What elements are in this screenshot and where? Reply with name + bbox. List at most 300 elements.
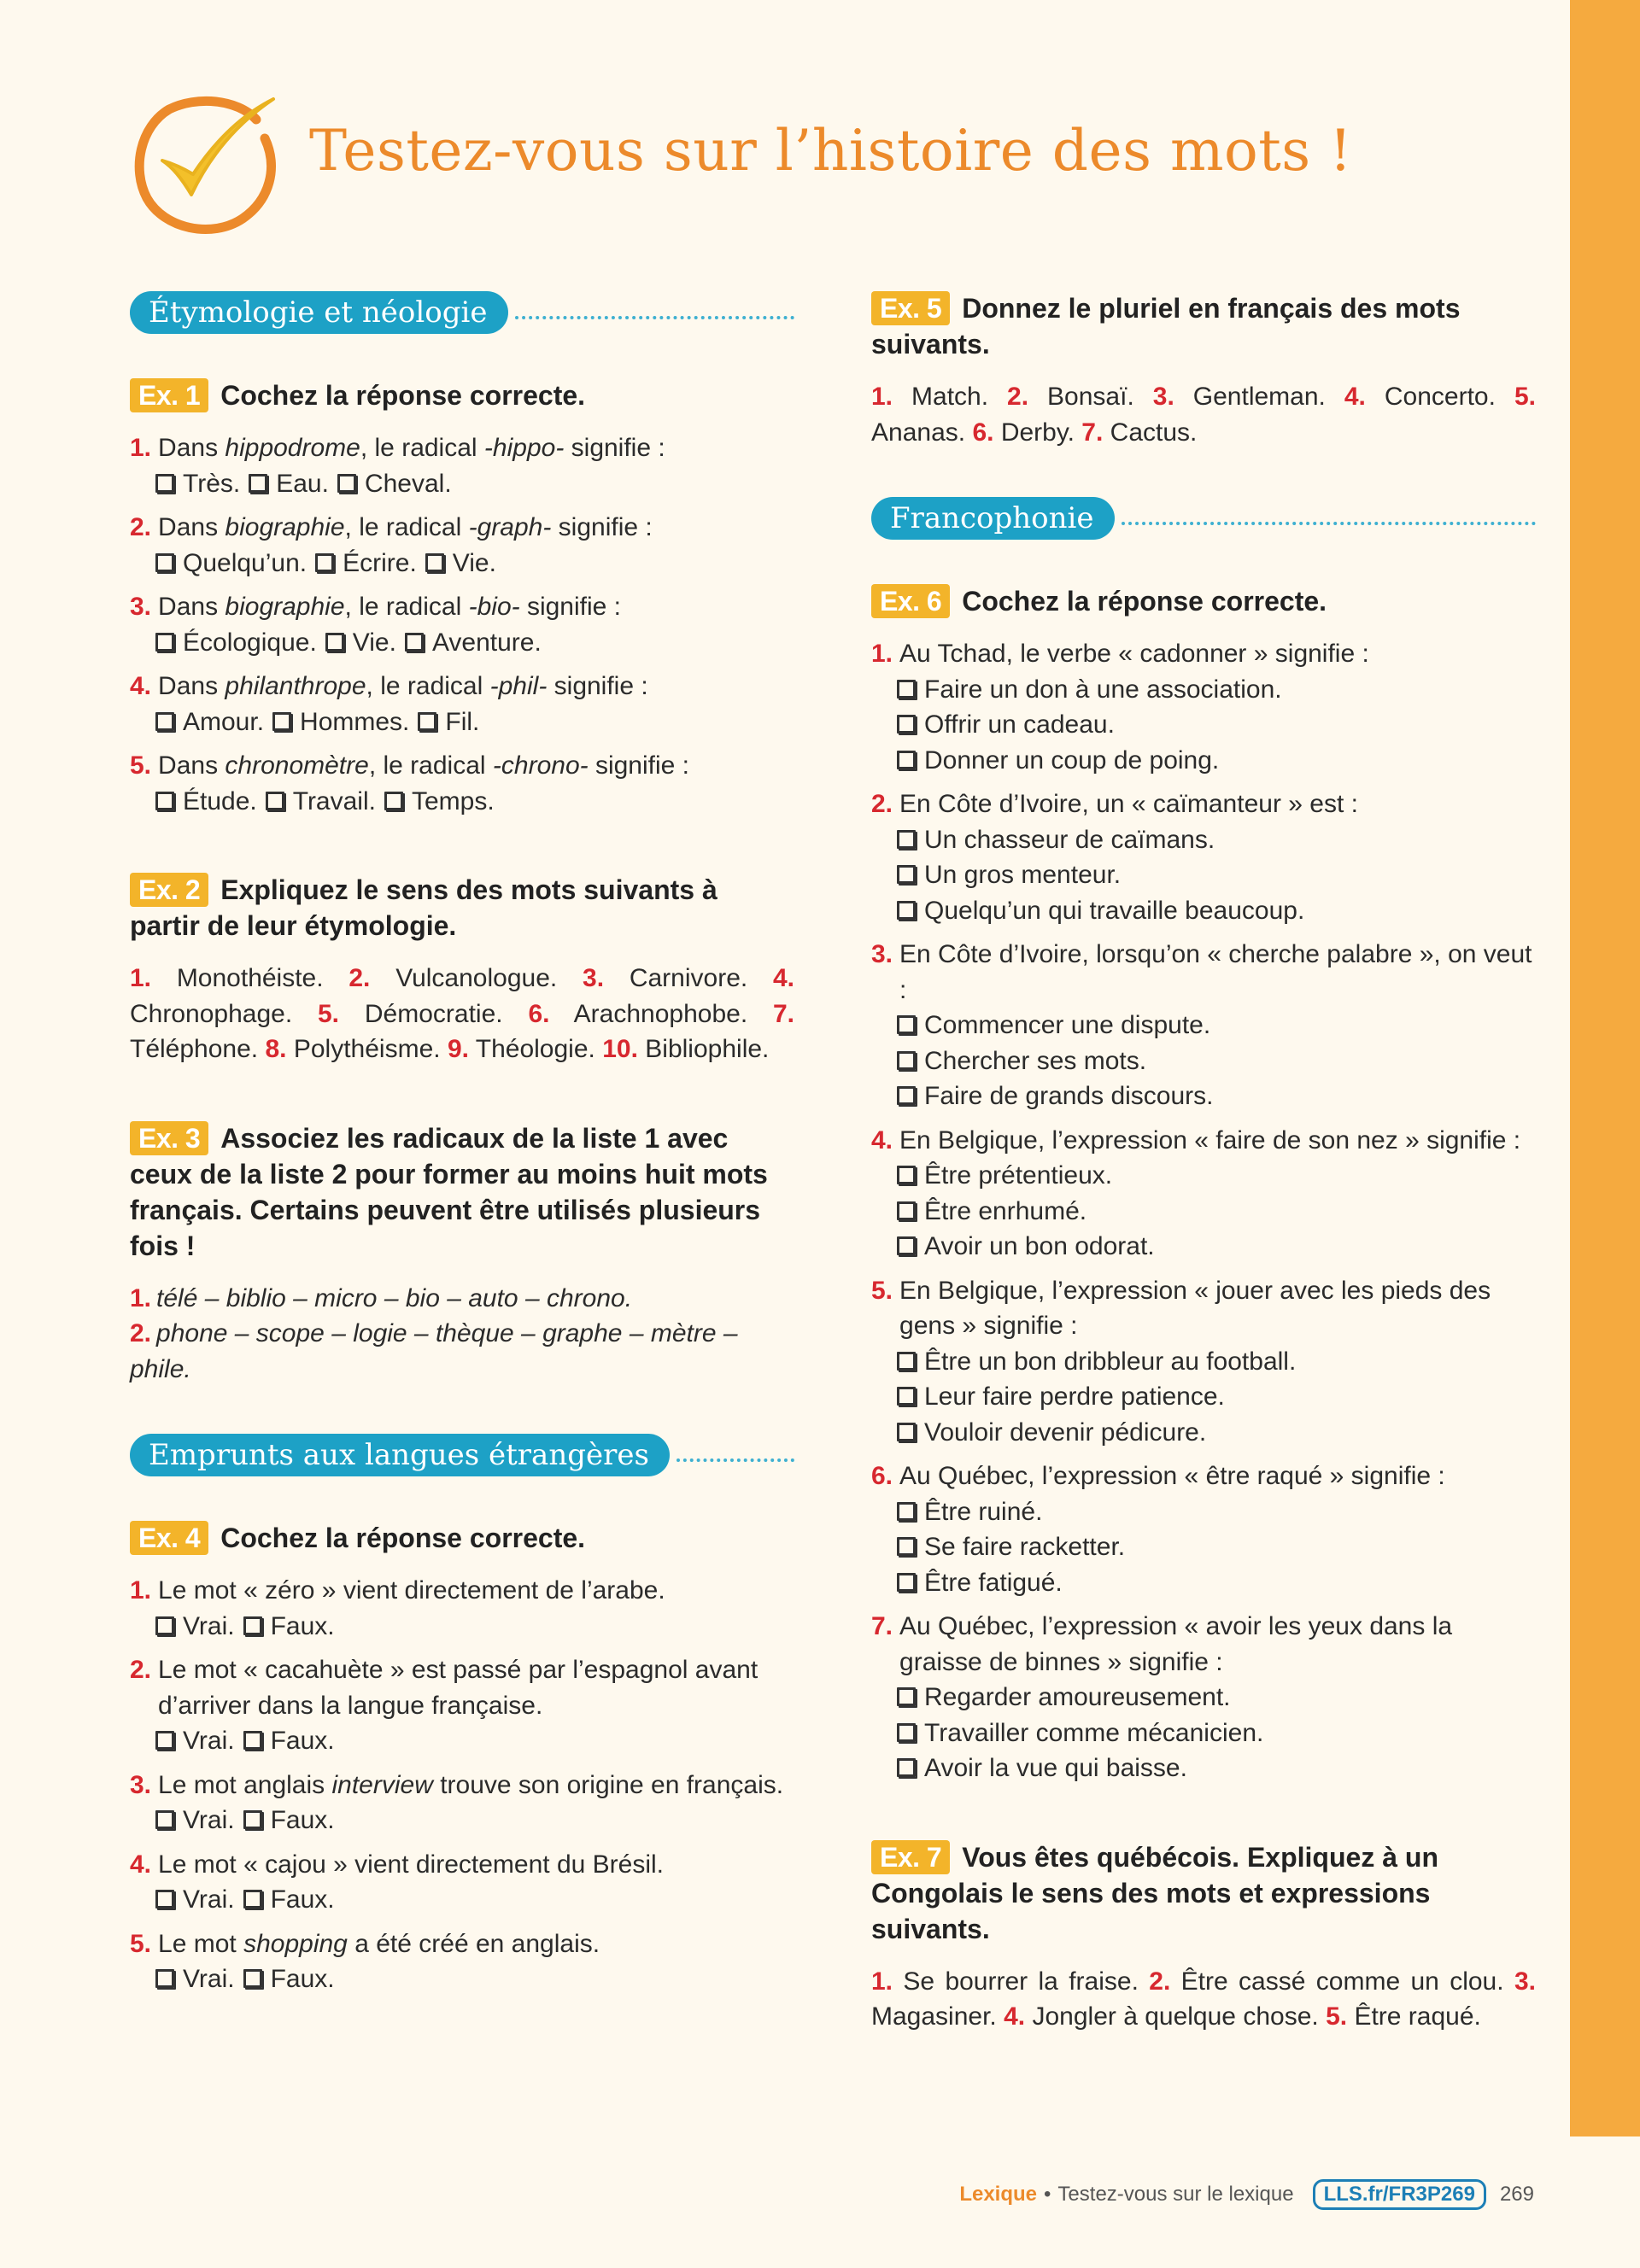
answer-option[interactable] — [155, 1806, 235, 1834]
option-label: Hommes. — [300, 707, 410, 736]
footer-section: Lexique — [959, 2183, 1038, 2206]
text-part: signifie : — [547, 672, 648, 700]
exercise-7 — [871, 1839, 1536, 2035]
checkbox-icon[interactable] — [897, 1537, 916, 1556]
option-label: Faux. — [270, 1806, 335, 1834]
answer-option[interactable] — [897, 1229, 1536, 1265]
text-part: signifie : — [564, 434, 665, 462]
question-item — [871, 1273, 1536, 1451]
option-label: Très. — [183, 469, 241, 498]
answer-option[interactable] — [897, 1680, 1536, 1716]
checkbox-icon[interactable] — [897, 1758, 916, 1777]
option-label: Avoir un bon odorat. — [924, 1232, 1155, 1260]
answer-option[interactable] — [418, 708, 479, 736]
item-word: Théologie. — [475, 1035, 595, 1063]
text-part: Dans — [158, 513, 226, 541]
question-sentence: En Côte d’Ivoire, lorsqu’on « cherche palabre », on veut : — [899, 940, 1532, 1004]
answer-option[interactable] — [155, 787, 257, 815]
section-header-emprunts — [130, 1433, 794, 1477]
checkbox-icon[interactable] — [897, 865, 916, 884]
item-number: 2. — [1007, 383, 1029, 411]
option-label: Cheval. — [364, 469, 452, 498]
option-label: Fil. — [445, 707, 480, 736]
question-text — [871, 937, 1536, 1008]
option-label: Être ruiné. — [924, 1497, 1043, 1526]
text-part: Le mot — [158, 1929, 244, 1958]
exercise-4 — [130, 1520, 794, 1997]
exercise-3 — [130, 1120, 794, 1388]
question-sentence — [158, 1768, 783, 1803]
option-label: Temps. — [411, 786, 495, 815]
option-label: Faire un don à une association. — [924, 675, 1282, 704]
exercise-badge: Ex. 5 — [871, 291, 950, 325]
item-number: 2. — [130, 1319, 152, 1347]
answer-option[interactable] — [897, 1379, 1536, 1415]
question-sentence: En Côte d’Ivoire, un « caïmanteur » est : — [899, 790, 1358, 818]
radical: -phil- — [489, 672, 548, 700]
checkbox-icon[interactable] — [155, 633, 174, 652]
item-number: 4. — [1004, 2002, 1026, 2031]
question-item — [871, 1123, 1536, 1265]
answer-option[interactable] — [155, 628, 317, 657]
radical: -hippo- — [483, 434, 565, 462]
item-number: 2. — [130, 1656, 152, 1684]
question-text — [130, 1573, 794, 1609]
checkbox-icon[interactable] — [249, 474, 267, 493]
text-part: , le radical — [344, 593, 469, 621]
item-number: 1. — [871, 1967, 893, 1996]
option-label: Vrai. — [183, 1727, 235, 1755]
question-item — [130, 510, 794, 581]
radical-sequence: télé – biblio – micro – bio – auto – chrono. — [156, 1283, 633, 1312]
answer-option[interactable] — [243, 1806, 335, 1834]
answer-options — [871, 1008, 1536, 1114]
item-word: Monothéiste. — [176, 964, 324, 992]
question-text — [871, 1609, 1536, 1680]
answer-option[interactable] — [249, 470, 329, 498]
text-part: Le mot « cajou » vient directement du Brésil. — [158, 1850, 665, 1879]
item-word: Gentleman. — [1192, 383, 1326, 411]
question-sentence — [158, 430, 665, 466]
checkbox-icon[interactable] — [155, 1969, 174, 1988]
answer-option[interactable] — [243, 1727, 335, 1755]
answer-option[interactable] — [897, 857, 1536, 893]
answer-option[interactable] — [155, 1727, 235, 1755]
item-number: 3. — [1152, 383, 1174, 411]
option-label: Écologique. — [183, 628, 317, 657]
answer-option[interactable] — [897, 1043, 1536, 1079]
exercise-header — [130, 1520, 794, 1556]
text-part: Dans — [158, 672, 226, 700]
answer-option[interactable] — [337, 470, 452, 498]
answer-options — [130, 625, 794, 661]
text-part: signifie : — [519, 593, 622, 621]
question-text — [130, 510, 794, 546]
section-pill: Étymologie et néologie — [130, 291, 508, 334]
item-number: 4. — [871, 1125, 893, 1154]
radical: -graph- — [468, 513, 552, 541]
checkbox-icon[interactable] — [315, 553, 334, 572]
answer-option[interactable] — [243, 1612, 335, 1640]
checkbox-icon[interactable] — [897, 1051, 916, 1070]
checkbox-icon[interactable] — [155, 1616, 174, 1635]
exercise-6 — [871, 583, 1536, 1786]
exercise-instruction: Expliquez le sens des mots suivants à partir de leur étymologie. — [130, 874, 718, 941]
answer-option[interactable] — [155, 1965, 235, 1993]
question-sentence — [158, 1926, 600, 1962]
option-label: Un gros menteur. — [924, 861, 1122, 889]
checkbox-icon[interactable] — [897, 751, 916, 769]
checkbox-icon[interactable] — [897, 1015, 916, 1034]
checkbox-icon[interactable] — [897, 1423, 916, 1441]
answer-option[interactable] — [155, 708, 264, 736]
option-label: Étude. — [183, 786, 257, 815]
exercise-badge: Ex. 3 — [130, 1121, 208, 1155]
question-sentence: Au Québec, l’expression « être raqué » signifie : — [899, 1462, 1445, 1490]
item-word: Derby. — [1000, 418, 1075, 447]
checkbox-icon[interactable] — [384, 792, 403, 810]
checkbox-icon[interactable] — [897, 1723, 916, 1742]
item-number: 6. — [972, 418, 994, 447]
item-number: 9. — [447, 1035, 469, 1063]
item-number: 1. — [130, 1576, 152, 1605]
exercise-instruction: Donnez le pluriel en français des mots suivants. — [871, 293, 1461, 359]
section-header-etymologie — [130, 290, 794, 335]
option-label: Se faire racketter. — [924, 1533, 1126, 1561]
question-sentence — [158, 589, 621, 625]
answer-option[interactable] — [897, 1716, 1536, 1751]
question-sentence — [158, 748, 689, 784]
dotted-rule — [676, 1458, 794, 1462]
section-header-francophonie — [871, 496, 1536, 541]
question-text — [130, 748, 794, 784]
checkbox-icon[interactable] — [243, 1810, 262, 1829]
item-number: 3. — [130, 593, 152, 621]
exercise-badge: Ex. 7 — [871, 1840, 950, 1874]
checkbox-icon[interactable] — [155, 1810, 174, 1829]
item-word: Vulcanologue. — [395, 964, 558, 992]
exercise-header — [130, 1120, 794, 1264]
item-word: Être raqué. — [1354, 2002, 1481, 2031]
question-sentence — [158, 1652, 794, 1723]
answer-options — [871, 1158, 1536, 1265]
question-text — [871, 636, 1536, 672]
question-item — [871, 1458, 1536, 1600]
checkbox-icon[interactable] — [272, 712, 291, 731]
answer-option[interactable] — [897, 1494, 1536, 1530]
item-number: 1. — [130, 1283, 152, 1312]
exercise-instruction: Associez les radicaux de la liste 1 avec ceux de la liste 2 pour former au moins huit mots français. Certains peuvent être utilisés plusieurs fois ! — [130, 1122, 768, 1261]
dotted-rule — [515, 316, 795, 319]
item-number: 4. — [773, 964, 795, 992]
exercise-badge: Ex. 2 — [130, 873, 208, 907]
checkbox-icon[interactable] — [243, 1731, 262, 1750]
item-number: 6. — [528, 999, 550, 1028]
checkbox-icon[interactable] — [405, 633, 424, 652]
exercise-instruction: Vous êtes québécois. Expliquez à un Congolais le sens des mots et expressions suivants. — [871, 1841, 1438, 1944]
answer-option[interactable] — [155, 549, 307, 577]
option-label: Vouloir devenir pédicure. — [924, 1418, 1207, 1447]
text-part: Dans — [158, 434, 226, 462]
question-sentence: Au Québec, l’expression « avoir les yeux dans la graisse de binnes » signifie : — [899, 1612, 1453, 1676]
answer-option[interactable] — [897, 672, 1536, 708]
option-label: Vie. — [352, 628, 396, 657]
text-part: , le radical — [366, 672, 490, 700]
option-label: Être enrhumé. — [924, 1196, 1087, 1225]
checkbox-icon[interactable] — [243, 1890, 262, 1909]
answer-option[interactable] — [897, 1565, 1536, 1601]
item-word: Téléphone. — [130, 1035, 259, 1063]
answer-options — [871, 1344, 1536, 1451]
checkbox-icon[interactable] — [897, 901, 916, 920]
item-number: 5. — [130, 1929, 152, 1958]
radical-list — [130, 1316, 794, 1387]
item-number: 5. — [318, 999, 340, 1028]
option-label: Travailler comme mécanicien. — [924, 1718, 1264, 1747]
checkbox-icon[interactable] — [155, 1890, 174, 1909]
answer-options — [871, 822, 1536, 929]
checkbox-icon[interactable] — [897, 1387, 916, 1406]
question-item — [871, 937, 1536, 1114]
footer-subtitle: Testez-vous sur le lexique — [1057, 2183, 1294, 2206]
checkbox-icon[interactable] — [897, 1201, 916, 1220]
option-label: Regarder amoureusement. — [924, 1683, 1231, 1711]
key-word: shopping — [243, 1929, 348, 1958]
checkmark-circle-icon — [128, 89, 282, 239]
option-label: Leur faire perdre patience. — [924, 1382, 1225, 1411]
option-label: Être fatigué. — [924, 1568, 1063, 1597]
item-number: 10. — [602, 1035, 638, 1063]
checkbox-icon[interactable] — [155, 712, 174, 731]
item-number: 5. — [1514, 383, 1536, 411]
exercise-header — [130, 377, 794, 413]
question-text — [871, 1123, 1536, 1159]
item-number: 7. — [773, 999, 795, 1028]
answer-option[interactable] — [266, 787, 376, 815]
option-label: Faire de grands discours. — [924, 1082, 1214, 1110]
checkbox-icon[interactable] — [155, 792, 174, 810]
item-number: 4. — [1344, 383, 1366, 411]
checkbox-icon[interactable] — [155, 553, 174, 572]
answer-option[interactable] — [897, 1415, 1536, 1451]
text-part: Le mot « zéro » vient directement de l’arabe. — [158, 1576, 665, 1605]
text-part: Le mot « cacahuète » est passé par l’espagnol avant d’arriver dans la langue française. — [158, 1656, 758, 1720]
item-word: Carnivore. — [629, 964, 748, 992]
item-number: 3. — [871, 940, 893, 968]
question-text — [130, 430, 794, 466]
question-item — [871, 1609, 1536, 1786]
question-sentence — [158, 510, 653, 546]
exercise-instruction: Cochez la réponse correcte. — [220, 1523, 586, 1553]
checkbox-icon[interactable] — [266, 792, 284, 810]
page-footer — [936, 2179, 1534, 2210]
answer-option[interactable] — [155, 1612, 235, 1640]
checkbox-icon[interactable] — [897, 1502, 916, 1521]
answer-options — [871, 1680, 1536, 1786]
checkbox-icon[interactable] — [897, 1573, 916, 1592]
checkbox-icon[interactable] — [155, 474, 174, 493]
checkbox-icon[interactable] — [897, 1687, 916, 1706]
question-text — [130, 669, 794, 704]
answer-options — [130, 784, 794, 820]
option-label: Un chasseur de caïmans. — [924, 825, 1215, 854]
question-sentence: Au Tchad, le verbe « cadonner » signifie : — [899, 640, 1369, 668]
answer-option[interactable] — [897, 822, 1536, 858]
checkbox-icon[interactable] — [155, 1731, 174, 1750]
answer-option[interactable] — [425, 549, 496, 577]
question-item — [130, 589, 794, 660]
radical-sequence: phone – scope – logie – thèque – graphe – mètre – phile. — [130, 1319, 738, 1383]
question-item — [130, 1768, 794, 1838]
item-word: Démocratie. — [364, 999, 503, 1028]
item-number: 5. — [130, 751, 152, 780]
dotted-rule — [1122, 522, 1536, 525]
answer-option[interactable] — [897, 1344, 1536, 1380]
option-label: Écrire. — [343, 548, 417, 577]
left-column — [130, 290, 794, 2050]
answer-option[interactable] — [897, 1751, 1536, 1786]
item-number: 1. — [871, 383, 893, 411]
question-sentence: En Belgique, l’expression « jouer avec les pieds des gens » signifie : — [899, 1276, 1491, 1340]
exercise-header — [871, 290, 1536, 362]
question-sentence — [158, 1573, 665, 1609]
exercise-badge: Ex. 4 — [130, 1521, 208, 1555]
text-part: a été créé en anglais. — [347, 1929, 600, 1958]
checkbox-icon[interactable] — [425, 553, 444, 572]
answer-option[interactable] — [325, 628, 396, 657]
option-label: Quelqu’un. — [183, 548, 308, 577]
checkbox-icon[interactable] — [325, 633, 344, 652]
question-item — [871, 636, 1536, 778]
question-text — [871, 786, 1536, 822]
numbered-word-list — [871, 1964, 1536, 2035]
item-number: 7. — [1081, 418, 1104, 447]
exercise-instruction: Cochez la réponse correcte. — [220, 380, 586, 411]
question-item — [130, 430, 794, 501]
exercise-5 — [871, 290, 1536, 450]
option-label: Vrai. — [183, 1806, 235, 1834]
answer-option[interactable] — [243, 1885, 335, 1914]
radical-list — [130, 1281, 794, 1317]
item-number: 4. — [130, 1850, 152, 1879]
answer-option[interactable] — [243, 1965, 335, 1993]
checkbox-icon[interactable] — [418, 712, 436, 731]
checkbox-icon[interactable] — [897, 715, 916, 734]
answer-options — [130, 1723, 794, 1759]
item-number: 2. — [1149, 1967, 1171, 1996]
answer-options — [871, 1494, 1536, 1601]
item-number: 3. — [1514, 1967, 1536, 1996]
checkbox-icon[interactable] — [897, 1086, 916, 1105]
checkbox-icon[interactable] — [337, 474, 356, 493]
item-number: 6. — [871, 1462, 893, 1490]
answer-option[interactable] — [897, 1078, 1536, 1114]
answer-option[interactable] — [155, 1885, 235, 1914]
answer-option[interactable] — [897, 893, 1536, 929]
option-label: Vrai. — [183, 1965, 235, 1993]
text-part: Dans — [158, 593, 226, 621]
question-sentence — [158, 1847, 664, 1883]
radical: -bio- — [468, 593, 520, 621]
question-item — [871, 786, 1536, 928]
exercise-badge: Ex. 1 — [130, 378, 208, 412]
item-word: Polythéisme. — [293, 1035, 441, 1063]
item-number: 1. — [130, 434, 152, 462]
right-column — [871, 290, 1536, 2088]
text-part: , le radical — [360, 434, 484, 462]
option-label: Offrir un cadeau. — [924, 710, 1115, 739]
answer-option[interactable] — [272, 708, 409, 736]
question-sentence — [158, 669, 648, 704]
item-number: 1. — [130, 964, 152, 992]
item-number: 8. — [265, 1035, 287, 1063]
checkbox-icon[interactable] — [897, 1166, 916, 1184]
item-number: 7. — [871, 1612, 893, 1640]
item-word: Bibliophile. — [645, 1035, 770, 1063]
key-word: biographie — [225, 513, 345, 541]
item-word: Match. — [911, 383, 989, 411]
answer-option[interactable] — [897, 1529, 1536, 1565]
item-number: 3. — [583, 964, 605, 992]
answer-option[interactable] — [897, 1158, 1536, 1194]
key-word: biographie — [225, 593, 345, 621]
answer-option[interactable] — [897, 1008, 1536, 1043]
answer-option[interactable] — [897, 707, 1536, 743]
resource-link[interactable]: LLS.fr/FR3P269 — [1313, 2179, 1486, 2210]
answer-options — [130, 1609, 794, 1645]
question-text — [130, 1652, 794, 1723]
option-label: Faux. — [270, 1611, 335, 1640]
page-title: Testez-vous sur l’histoire des mots ! — [309, 118, 1353, 184]
option-label: Amour. — [183, 707, 265, 736]
item-word: Ananas. — [871, 418, 966, 447]
checkbox-icon[interactable] — [243, 1969, 262, 1988]
item-number: 2. — [871, 790, 893, 818]
numbered-word-list — [130, 961, 794, 1067]
item-word: Être cassé comme un clou. — [1180, 1967, 1504, 1996]
section-pill: Emprunts aux langues étrangères — [130, 1434, 670, 1476]
item-word: Arachnophobe. — [573, 999, 748, 1028]
checkbox-icon[interactable] — [897, 1236, 916, 1255]
answer-option[interactable] — [405, 628, 542, 657]
answer-option[interactable] — [384, 787, 495, 815]
option-label: Quelqu’un qui travaille beaucoup. — [924, 896, 1305, 925]
question-text — [871, 1273, 1536, 1344]
answer-options — [871, 672, 1536, 779]
item-word: Jongler à quelque chose. — [1032, 2002, 1319, 2031]
question-text — [130, 1847, 794, 1883]
item-number: 2. — [130, 513, 152, 541]
text-part: Dans — [158, 751, 226, 780]
answer-option[interactable] — [315, 549, 417, 577]
answer-option[interactable] — [155, 470, 240, 498]
item-word: Bonsaï. — [1047, 383, 1134, 411]
option-label: Être un bon dribbleur au football. — [924, 1347, 1297, 1376]
item-number: 4. — [130, 672, 152, 700]
radical: -chrono- — [492, 751, 589, 780]
answer-option[interactable] — [897, 743, 1536, 779]
answer-option[interactable] — [897, 1194, 1536, 1230]
key-word: interview — [331, 1770, 433, 1799]
checkbox-icon[interactable] — [897, 680, 916, 699]
question-sentence: En Belgique, l’expression « faire de son nez » signifie : — [899, 1125, 1521, 1154]
option-label: Aventure. — [431, 628, 542, 657]
item-word: Concerto. — [1384, 383, 1496, 411]
key-word: chronomètre — [225, 751, 369, 780]
checkbox-icon[interactable] — [897, 830, 916, 849]
checkbox-icon[interactable] — [897, 1352, 916, 1371]
checkbox-icon[interactable] — [243, 1616, 262, 1635]
